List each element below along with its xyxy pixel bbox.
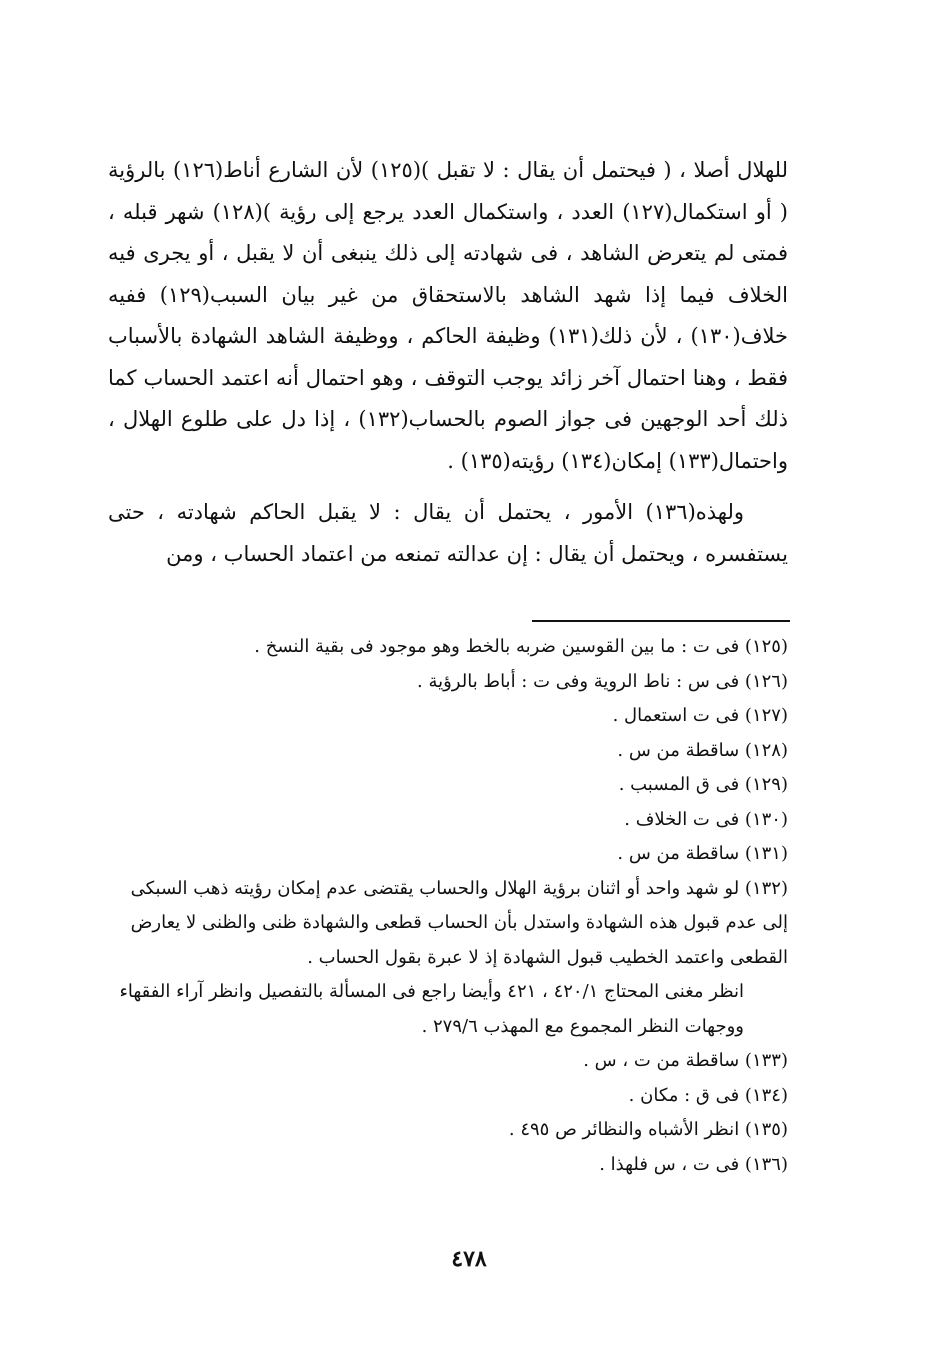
main-paragraph: ولهذه(١٣٦) الأمور ، يحتمل أن يقال : لا يقبل الحاكم شهادته ، حتى يستفسره ، ويحتمل أن يقال : إن عدالته تمنعه من اعتماد الحساب ، ومن bbox=[108, 500, 788, 566]
page-number: ٤٧٨ bbox=[451, 1246, 487, 1272]
footnote-127: (١٢٧) فى ت استعمال . bbox=[612, 705, 788, 726]
footnote-131: (١٣١) ساقطة من س . bbox=[617, 843, 788, 864]
footnote-130: (١٣٠) فى ت الخلاف . bbox=[624, 808, 788, 830]
footnote-132: (١٣٢) لو شهد واحد أو اثنان برؤية الهلال والحساب يقتضى عدم إمكان رؤيته ذهب السبكى إلى عدم قبول هذه الشهادة واستدل بأن الحساب قطعى والشهادة ظنى والظنى لا يعارض القطعى واعتمد الخطيب قبول الشهادة إذ لا عبرة بقول الحساب . bbox=[130, 877, 788, 968]
footnote-132-reference: انظر مغنى المحتاج ٤٢٠/١ ، ٤٢١ وأيضا راجع فى المسألة بالتفصيل وانظر آراء الفقهاء ووجهات النظر المجموع مع المهذب ٢٧٩/٦ . bbox=[119, 981, 744, 1037]
footnote-128: (١٢٨) ساقطة من س . bbox=[617, 739, 788, 761]
footnote-136: (١٣٦) فى ت ، س فلهذا . bbox=[599, 1153, 788, 1175]
footnotes bbox=[108, 630, 788, 1182]
footnote-129: (١٢٩) فى ق المسبب . bbox=[618, 774, 788, 795]
footnote-135: (١٣٥) انظر الأشباه والنظائر ص ٤٩٥ . bbox=[508, 1119, 788, 1140]
main-paragraph: للهلال أصلا ، ( فيحتمل أن يقال : لا تقبل )(١٢٥) لأن الشارع أناط(١٢٦) بالرؤية ( أو استكمال(١٢٧) العدد ، واستكمال العدد يرجع إلى رؤية )(١٢٨) شهر قبله ، فمتى لم يتعرض الشاهد ، فى شهادته إلى ذلك ينبغى أن لا يقبل ، أو يجرى فيه الخلاف فيما إذا شهد الشاهد بالاستحقاق من غير بيان السبب(١٢٩) ففيه خلاف(١٣٠) ، لأن ذلك(١٣١) وظيفة الحاكم ، ووظيفة الشاهد الشهادة بالأسباب فقط ، وهنا احتمال آخر زائد يوجب التوقف ، وهو احتمال أنه اعتمد الحساب كما ذلك أحد الوجهين فى جواز الصوم بالحساب(١٣٢) ، إذا دل على طلوع الهلال ، واحتمال(١٣٣) إمكان(١٣٤) رؤيته(١٣٥) . bbox=[108, 158, 789, 473]
footnote-125: (١٢٥) فى ت : ما بين القوسين ضربه بالخط وهو موجود فى بقية النسخ . bbox=[254, 636, 788, 657]
footnote-126: (١٢٦) فى س : ناط الروية وفى ت : أباط بالرؤية . bbox=[417, 670, 788, 692]
main-text bbox=[108, 150, 788, 575]
footnote-133: (١٣٣) ساقطة من ت ، س . bbox=[583, 1050, 788, 1071]
footnote-separator bbox=[532, 620, 790, 622]
footnote-134: (١٣٤) فى ق : مكان . bbox=[628, 1084, 788, 1106]
